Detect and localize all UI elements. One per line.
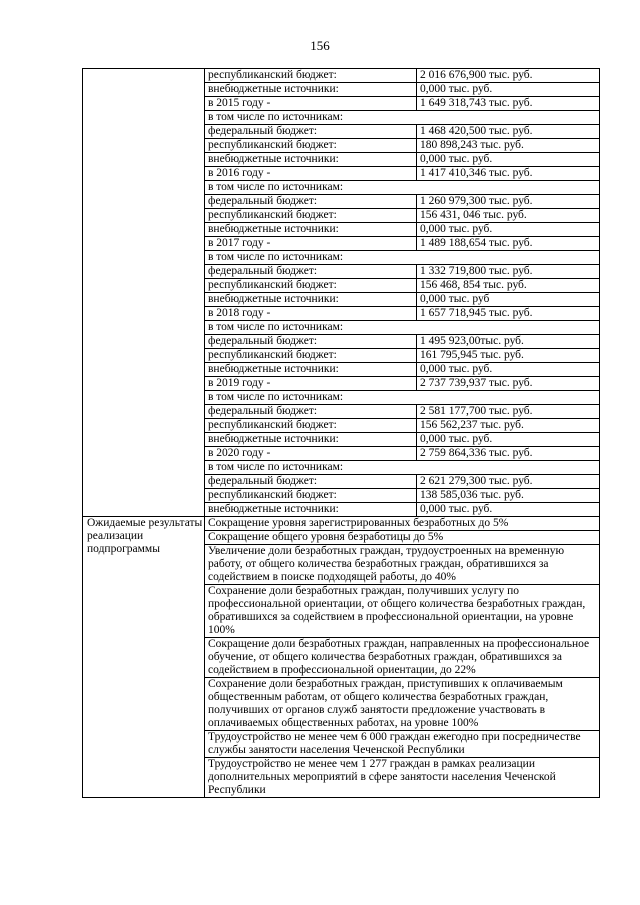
financing-row bbox=[205, 489, 599, 503]
financing-row-label: республиканский бюджет: bbox=[205, 279, 417, 293]
financing-row bbox=[205, 265, 599, 279]
financing-row bbox=[205, 349, 599, 363]
financing-row-label: внебюджетные источники: bbox=[205, 363, 417, 377]
financing-row-label: федеральный бюджет: bbox=[205, 195, 417, 209]
financing-row-label: внебюджетные источники: bbox=[205, 223, 417, 237]
financing-row-value: 156 468, 854 тыс. руб. bbox=[417, 279, 600, 293]
financing-row-label: в 2018 году - bbox=[205, 307, 417, 321]
financing-row bbox=[205, 363, 599, 377]
financing-row bbox=[205, 209, 599, 223]
financing-row-value: 1 332 719,800 тыс. руб. bbox=[417, 265, 600, 279]
financing-row bbox=[205, 237, 599, 251]
financing-row bbox=[205, 167, 599, 181]
result-item: Сокращение уровня зарегистрированных безработных до 5% bbox=[205, 517, 599, 531]
financing-row-label: в том числе по источникам: bbox=[205, 461, 599, 475]
result-item: Увеличение доли безработных граждан, трудоустроенных на временную работу, от общего количества безработных граждан, обратившихся за содействием в поиске подходящей работы, до 40% bbox=[205, 545, 599, 585]
financing-row-label: республиканский бюджет: bbox=[205, 419, 417, 433]
financing-row-label: федеральный бюджет: bbox=[205, 335, 417, 349]
financing-row bbox=[205, 461, 599, 475]
financing-row-value: 1 495 923,00тыс. руб. bbox=[417, 335, 600, 349]
financing-row bbox=[205, 321, 599, 335]
financing-row bbox=[205, 377, 599, 391]
financing-label bbox=[83, 69, 205, 517]
financing-row-value: 1 649 318,743 тыс. руб. bbox=[417, 97, 600, 111]
financing-row bbox=[205, 111, 599, 125]
financing-row-label: в том числе по источникам: bbox=[205, 321, 599, 335]
financing-row-value: 2 016 676,900 тыс. руб. bbox=[417, 69, 600, 83]
financing-row bbox=[205, 405, 599, 419]
financing-row-value: 161 795,945 тыс. руб. bbox=[417, 349, 600, 363]
financing-row-value: 1 417 410,346 тыс. руб. bbox=[417, 167, 600, 181]
financing-row-label: в том числе по источникам: bbox=[205, 181, 599, 195]
financing-section bbox=[83, 69, 600, 517]
financing-table bbox=[205, 69, 599, 516]
financing-row bbox=[205, 69, 599, 83]
financing-row-label: федеральный бюджет: bbox=[205, 265, 417, 279]
financing-row-value: 0,000 тыс. руб. bbox=[417, 83, 600, 97]
financing-row-value: 2 621 279,300 тыс. руб. bbox=[417, 475, 600, 489]
financing-row-value: 1 468 420,500 тыс. руб. bbox=[417, 125, 600, 139]
financing-row-value: 156 431, 046 тыс. руб. bbox=[417, 209, 600, 223]
result-item: Трудоустройство не менее чем 1 277 граждан в рамках реализации дополнительных мероприятий в сфере занятости населения Чеченской Республики bbox=[208, 758, 556, 796]
results-list bbox=[205, 517, 599, 797]
financing-row bbox=[205, 307, 599, 321]
financing-row-value: 0,000 тыс. руб. bbox=[417, 363, 600, 377]
financing-row-label: внебюджетные источники: bbox=[205, 83, 417, 97]
results-content bbox=[205, 517, 600, 798]
financing-row bbox=[205, 335, 599, 349]
financing-row bbox=[205, 503, 599, 517]
result-item: Сохранение доли безработных граждан, приступивших к оплачиваемым общественным работам, от общего количества безработных граждан, получивших от органов служб занятости предложение участвовать в оплачиваемых общественных работах, на уровне 100% bbox=[205, 678, 599, 731]
financing-row-label: в 2015 году - bbox=[205, 97, 417, 111]
financing-row bbox=[205, 195, 599, 209]
financing-row-label: в том числе по источникам: bbox=[205, 251, 599, 265]
financing-row-label: внебюджетные источники: bbox=[205, 293, 417, 307]
financing-row bbox=[205, 391, 599, 405]
financing-row-value: 2 737 739,937 тыс. руб. bbox=[417, 377, 600, 391]
financing-row-label: в 2016 году - bbox=[205, 167, 417, 181]
financing-row-value: 0,000 тыс. руб. bbox=[417, 433, 600, 447]
financing-row-value: 156 562,237 тыс. руб. bbox=[417, 419, 600, 433]
financing-row-value: 0,000 тыс. руб. bbox=[417, 223, 600, 237]
financing-row-label: внебюджетные источники: bbox=[205, 433, 417, 447]
result-item: Сокращение общего уровня безработицы до 5% bbox=[205, 531, 599, 545]
financing-row-value: 1 657 718,945 тыс. руб. bbox=[417, 307, 600, 321]
financing-row-label: федеральный бюджет: bbox=[205, 405, 417, 419]
result-item: Трудоустройство не менее чем 6 000 граждан ежегодно при посредничестве службы занятости населения Чеченской Республики bbox=[205, 731, 599, 758]
financing-row bbox=[205, 419, 599, 433]
financing-row bbox=[205, 223, 599, 237]
financing-content bbox=[205, 69, 600, 517]
financing-row-label: республиканский бюджет: bbox=[205, 69, 417, 83]
financing-row-value: 2 581 177,700 тыс. руб. bbox=[417, 405, 600, 419]
financing-row bbox=[205, 97, 599, 111]
financing-row-value: 180 898,243 тыс. руб. bbox=[417, 139, 600, 153]
financing-row-label: республиканский бюджет: bbox=[205, 139, 417, 153]
financing-row bbox=[205, 139, 599, 153]
results-label: Ожидаемые результаты реализации подпрограммы bbox=[83, 517, 205, 798]
financing-row-label: федеральный бюджет: bbox=[205, 125, 417, 139]
financing-row-label: в том числе по источникам: bbox=[205, 391, 599, 405]
financing-row bbox=[205, 125, 599, 139]
financing-row-label: в 2020 году - bbox=[205, 447, 417, 461]
financing-row-value: 0,000 тыс. руб bbox=[417, 293, 600, 307]
page-number: 156 bbox=[310, 38, 330, 53]
financing-row bbox=[205, 153, 599, 167]
financing-row-label: республиканский бюджет: bbox=[205, 209, 417, 223]
financing-row-label: внебюджетные источники: bbox=[205, 503, 417, 517]
financing-row-label: республиканский бюджет: bbox=[205, 349, 417, 363]
result-item: Сохранение доли безработных граждан, получивших услугу по профессиональной ориентации, от общего количества безработных граждан, обратившихся за содействием в профессиональной ориентации, на уровне 100% bbox=[205, 585, 599, 638]
financing-row-value: 2 759 864,336 тыс. руб. bbox=[417, 447, 600, 461]
financing-row bbox=[205, 181, 599, 195]
financing-row-value: 1 489 188,654 тыс. руб. bbox=[417, 237, 600, 251]
financing-row bbox=[205, 475, 599, 489]
passport-table bbox=[82, 68, 600, 798]
financing-row bbox=[205, 293, 599, 307]
result-item: Сокращение доли безработных граждан, направленных на профессиональное обучение, от общего количества безработных граждан, обратившихся за содействием в профессиональной ориентации, до 22% bbox=[205, 638, 599, 678]
financing-row bbox=[205, 83, 599, 97]
financing-row-value: 0,000 тыс. руб. bbox=[420, 503, 493, 515]
financing-row-label: республиканский бюджет: bbox=[205, 489, 417, 503]
financing-row-label: внебюджетные источники: bbox=[205, 153, 417, 167]
financing-row bbox=[205, 447, 599, 461]
financing-row bbox=[205, 433, 599, 447]
financing-row-label: в 2017 году - bbox=[205, 237, 417, 251]
financing-row-label: федеральный бюджет: bbox=[205, 475, 417, 489]
financing-row-label: в том числе по источникам: bbox=[205, 111, 599, 125]
financing-row bbox=[205, 279, 599, 293]
results-section bbox=[83, 517, 600, 798]
financing-row-label: в 2019 году - bbox=[205, 377, 417, 391]
financing-row-value: 0,000 тыс. руб. bbox=[417, 153, 600, 167]
financing-row-value: 138 585,036 тыс. руб. bbox=[417, 489, 600, 503]
financing-row-value: 1 260 979,300 тыс. руб. bbox=[417, 195, 600, 209]
financing-row bbox=[205, 251, 599, 265]
